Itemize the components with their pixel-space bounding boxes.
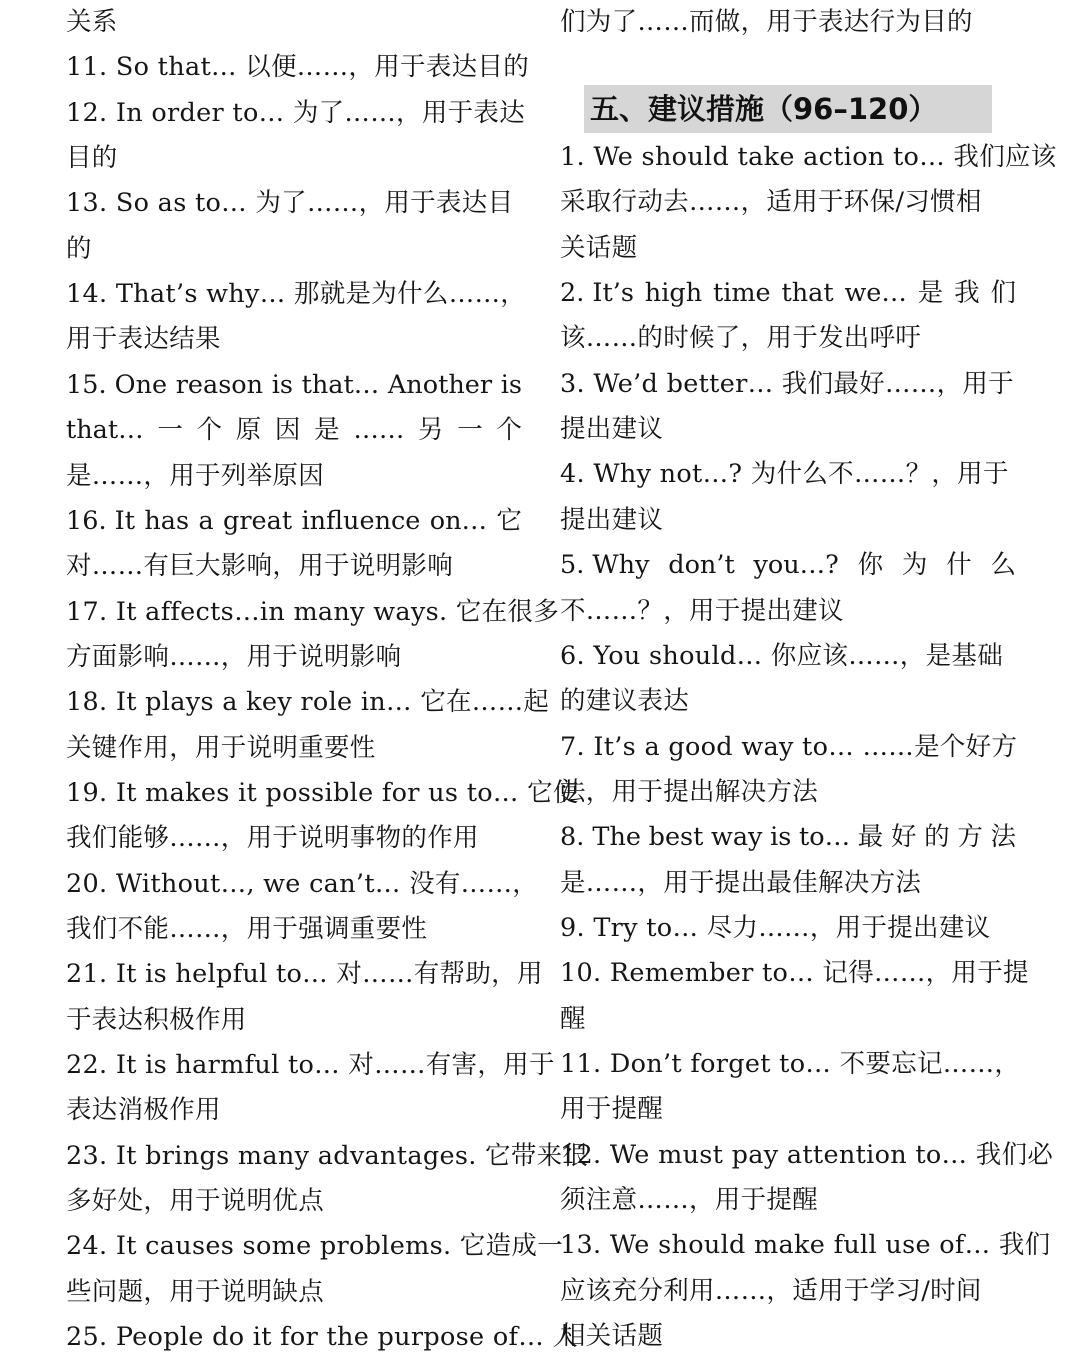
text-word: 15. One [66,369,168,400]
text-line: 12. In order to… 为了……，用于表达 [66,97,526,128]
text-line: 6. You should… 你应该……，是基础 [560,640,1004,671]
text-line: 25. People do it for the purpose of… 人 [66,1322,579,1353]
text-line: 醒 [560,1003,586,1034]
text-line: 20. Without…, we can’t… 没有……， [66,868,539,899]
text-word: on… [429,505,488,536]
text-line [66,363,522,408]
text-word: 个 [496,415,522,446]
text-word: you…? [753,550,839,581]
text-line: 对……有巨大影响，用于说明影响 [66,551,454,582]
text-word: great [223,505,293,536]
text-word: 最 [857,822,884,853]
text-line [66,499,522,544]
text-word: a [198,505,214,536]
text-line: 的建议表达 [560,686,690,717]
text-line: 提出建议 [560,414,664,445]
text-line: 9. Try to… 尽力……，用于提出建议 [560,912,991,943]
text-line: 关键作用，用于说明重要性 [66,732,376,763]
text-word: 它 [496,505,522,536]
text-line: 不……？，用于提出建议 [560,595,844,626]
text-line: 13. So as to… 为了……，用于表达目 [66,188,514,219]
text-word: 原 [235,415,262,446]
text-line [560,815,1016,860]
text-line: 我们不能……，用于强调重要性 [66,914,428,944]
text-line: 12. We must pay attention to… 我们必 [560,1139,1054,1170]
text-word: has [144,505,190,536]
text-word: 的 [924,822,950,853]
text-line: 提出建议 [560,504,664,535]
text-word: 为 [901,550,928,581]
text-word: that… [301,369,380,400]
text-line: 24. It causes some problems. 它造成一 [66,1231,563,1262]
text-line: 我们能够……，用于说明事物的作用 [66,823,479,854]
text-word: influence [301,505,421,536]
text-line: 14. That’s why… 那就是为什么……， [66,279,527,310]
text-word: Another [387,369,493,400]
text-word: 么 [990,550,1016,581]
text-line: 19. It makes it possible for us to… 它使 [66,777,579,808]
text-word: …… [353,415,405,446]
text-line: 些问题，用于说明缺点 [66,1276,325,1307]
text-line: 3. We’d better… 我们最好……，用于 [560,368,1014,399]
text-word: 方 [957,822,983,853]
text-line: 目的 [66,143,118,174]
text-word: we… [844,278,907,309]
text-line: 13. We should make full use of… 我们 [560,1230,1051,1261]
text-line: 于表达积极作用 [66,1004,247,1035]
text-line: 11. So that… 以便……，用于表达目的 [66,52,530,83]
text-line: 用于表达结果 [66,324,221,355]
text-word: 你 [857,550,884,581]
text-word: 个 [196,415,223,446]
text-word: that… [66,415,144,446]
text-word: 8. The [560,822,641,853]
text-line: 23. It brings many advantages. 它带来很 [66,1140,589,1171]
text-line: 关系 [66,7,118,37]
text-line [560,543,1016,588]
text-word: 因 [274,415,301,446]
text-line: 是……，用于提出最佳解决方法 [560,867,922,898]
text-word: 是 [314,415,340,446]
text-word: reason [175,369,264,400]
text-line: 1. We should take action to… 我们应该 [560,142,1057,172]
text-line: 18. It plays a key role in… 它在……起 [66,687,550,718]
text-word: 5. Why [560,550,650,581]
text-line: 须注意……，用于提醒 [560,1185,819,1216]
text-line: 相关话题 [560,1321,664,1352]
text-word: that [781,278,834,309]
text-line: 7. It’s a good way to… ……是个好方 [560,731,1018,762]
text-line: 17. It affects…in many ways. 它在很多 [66,596,560,627]
text-line: 关话题 [560,232,638,263]
text-word: 法 [990,822,1016,853]
section-heading: 五、建议措施（96–120） [584,85,992,133]
text-line: 10. Remember to… 记得……，用于提 [560,958,1029,989]
text-line: 21. It is helpful to… 对……有帮助，用 [66,959,543,990]
text-line: 的 [66,233,92,264]
text-line: 采取行动去……，适用于环保/习惯相 [560,187,982,218]
text-line: 用于提醒 [560,1094,664,1125]
text-line: 方面影响……，用于说明影响 [66,641,402,672]
text-line: 多好处，用于说明优点 [66,1186,325,1217]
text-word: 好 [890,822,917,853]
text-line: 4. Why not…? 为什么不……？，用于 [560,459,1009,490]
text-line: 是……，用于列举原因 [66,460,325,491]
text-word: way [711,822,763,853]
text-word: don’t [668,550,735,581]
text-word: 2. It’s [560,278,634,309]
text-word: is [500,369,522,400]
text-line: 们为了……而做，用于表达行为目的 [560,7,973,37]
text-word: 16. It [66,505,135,536]
text-line [66,408,522,453]
text-line: 11. Don’t forget to… 不要忘记……， [560,1049,1021,1079]
text-line: 该……的时候了，用于发出呼吁 [560,323,922,354]
text-line: 法，用于提出解决方法 [560,776,819,807]
text-word: 我 [954,278,980,309]
text-word: high [644,278,703,309]
text-line [560,271,1016,316]
text-word: best [648,822,704,853]
text-word: 什 [946,550,972,581]
text-line: 应该充分利用……，适用于学习/时间 [560,1275,982,1306]
text-line: 表达消极作用 [66,1095,221,1126]
text-word: time [712,278,771,309]
text-word: is [770,822,792,853]
text-word: 一 [157,415,183,446]
text-word: 是 [917,278,944,309]
text-word: 另 [418,415,444,446]
text-word: to… [799,822,851,853]
text-word: is [271,369,293,400]
text-word: 一 [457,415,483,446]
text-word: 们 [990,278,1016,309]
text-line: 22. It is harmful to… 对……有害，用于 [66,1050,555,1081]
